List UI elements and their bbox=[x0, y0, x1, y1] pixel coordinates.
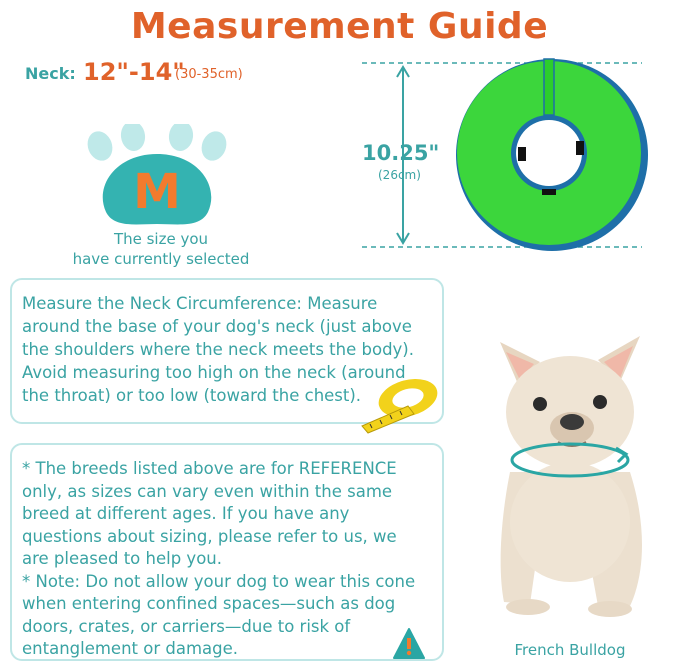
dimension-value: 10.25" bbox=[362, 141, 440, 165]
dimension-cm: (26cm) bbox=[378, 168, 421, 182]
notes-text: * The breeds listed above are for REFERENCE only, as sizes can vary even within the same breed at different ages. If you have any questions about sizing, please refer to us, we are pleased to help you. * Note: Do not allow your dog to wear this cone when entering confined spaces—such as dog doors, crates, or carriers—due to risk of entanglement or damage. bbox=[22, 459, 416, 658]
neck-size-cm: (30-35cm) bbox=[175, 67, 243, 82]
french-bulldog-image bbox=[470, 322, 670, 622]
warning-icon bbox=[392, 627, 426, 661]
page-title: Measurement Guide bbox=[130, 6, 549, 47]
selected-size-caption: The size you have currently selected bbox=[72, 230, 250, 268]
paw-icon bbox=[78, 124, 236, 236]
breed-label: French Bulldog bbox=[514, 641, 626, 659]
neck-label: Neck: bbox=[25, 64, 76, 83]
neck-size: 12"-14" bbox=[83, 58, 185, 86]
size-letter: M bbox=[133, 164, 181, 220]
measuring-tape-icon bbox=[356, 372, 448, 434]
cone-image bbox=[456, 59, 648, 251]
instructions-text: Measure the Neck Circumference: Measure around the base of your dog's neck (just above the shoulders where the neck meets the body). Avoid measuring too high on the neck (around the throat) or too low (toward the chest). bbox=[22, 294, 414, 405]
size-badge bbox=[78, 124, 236, 236]
